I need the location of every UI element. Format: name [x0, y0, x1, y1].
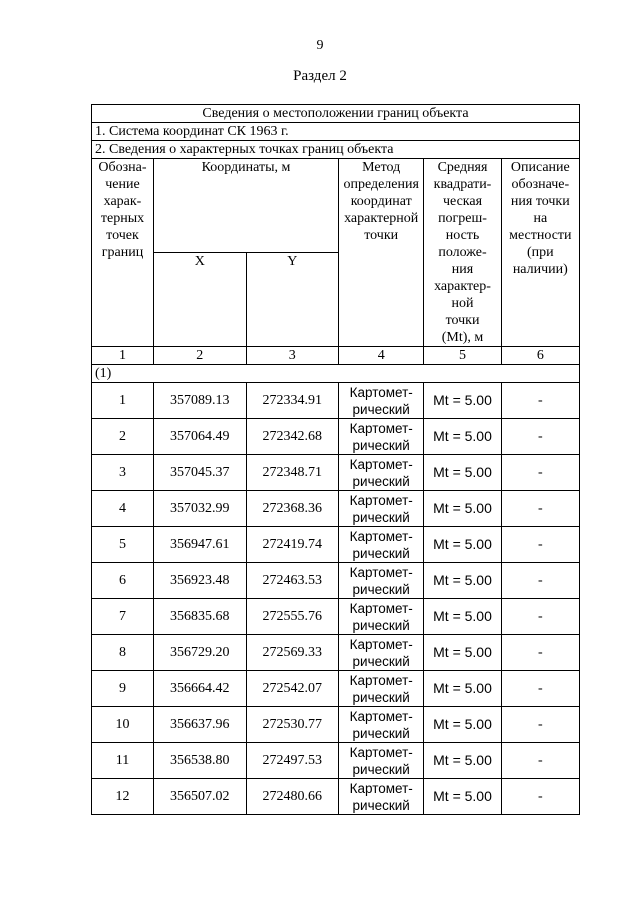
- x-coordinate-cell: 357032.99: [154, 491, 247, 527]
- method-cell: Картомет- рический: [339, 707, 424, 743]
- accuracy-cell: Mt = 5.00: [424, 563, 501, 599]
- method-cell: Картомет- рический: [339, 599, 424, 635]
- table-row: [92, 671, 580, 707]
- description-cell: -: [501, 779, 579, 815]
- point-number-cell: 4: [92, 491, 154, 527]
- column-number: 3: [246, 347, 339, 365]
- method-cell: Картомет- рический: [339, 743, 424, 779]
- method-cell: Картомет- рический: [339, 635, 424, 671]
- table-title: Сведения о местоположении границ объекта: [92, 105, 580, 123]
- x-coordinate-cell: 356507.02: [154, 779, 247, 815]
- table-row: [92, 743, 580, 779]
- accuracy-cell: Mt = 5.00: [424, 599, 501, 635]
- description-cell: -: [501, 563, 579, 599]
- accuracy-cell: Mt = 5.00: [424, 491, 501, 527]
- accuracy-cell: Mt = 5.00: [424, 707, 501, 743]
- accuracy-cell: Mt = 5.00: [424, 635, 501, 671]
- table-row: [92, 527, 580, 563]
- x-coordinate-cell: 356835.68: [154, 599, 247, 635]
- description-cell: -: [501, 527, 579, 563]
- description-cell: -: [501, 419, 579, 455]
- point-number-cell: 2: [92, 419, 154, 455]
- boundary-points-table: [91, 104, 580, 815]
- table-row: [92, 779, 580, 815]
- x-coordinate-cell: 357089.13: [154, 383, 247, 419]
- x-coordinate-cell: 357064.49: [154, 419, 247, 455]
- y-coordinate-cell: 272368.36: [246, 491, 339, 527]
- y-coordinate-cell: 272542.07: [246, 671, 339, 707]
- table-row: [92, 383, 580, 419]
- coordinate-system: 1. Система координат СК 1963 г.: [92, 123, 580, 141]
- point-number-cell: 11: [92, 743, 154, 779]
- accuracy-cell: Mt = 5.00: [424, 779, 501, 815]
- point-number-cell: 9: [92, 671, 154, 707]
- y-coordinate-cell: 272497.53: [246, 743, 339, 779]
- x-coordinate-cell: 357045.37: [154, 455, 247, 491]
- method-cell: Картомет- рический: [339, 455, 424, 491]
- description-cell: -: [501, 383, 579, 419]
- method-cell: Картомет- рический: [339, 419, 424, 455]
- description-cell: -: [501, 635, 579, 671]
- accuracy-cell: Mt = 5.00: [424, 419, 501, 455]
- accuracy-cell: Mt = 5.00: [424, 671, 501, 707]
- point-number-cell: 12: [92, 779, 154, 815]
- y-coordinate-cell: 272463.53: [246, 563, 339, 599]
- table-row: [92, 707, 580, 743]
- column-number: 1: [92, 347, 154, 365]
- y-coordinate-cell: 272419.74: [246, 527, 339, 563]
- point-number-cell: 3: [92, 455, 154, 491]
- point-number-cell: 8: [92, 635, 154, 671]
- method-cell: Картомет- рический: [339, 491, 424, 527]
- x-coordinate-cell: 356664.42: [154, 671, 247, 707]
- point-number-cell: 10: [92, 707, 154, 743]
- x-coordinate-cell: 356637.96: [154, 707, 247, 743]
- x-coordinate-cell: 356729.20: [154, 635, 247, 671]
- x-coordinate-cell: 356538.80: [154, 743, 247, 779]
- table-row: [92, 455, 580, 491]
- y-coordinate-cell: 272348.71: [246, 455, 339, 491]
- points-heading: 2. Сведения о характерных точках границ объекта: [92, 141, 580, 159]
- point-number-cell: 6: [92, 563, 154, 599]
- y-coordinate-cell: 272334.91: [246, 383, 339, 419]
- point-number-cell: 1: [92, 383, 154, 419]
- section-title: Раздел 2: [293, 68, 347, 84]
- accuracy-cell: Mt = 5.00: [424, 383, 501, 419]
- x-coordinate-cell: 356923.48: [154, 563, 247, 599]
- table-row: [92, 635, 580, 671]
- header-description: Описание обозначе- ния точки на местности (при наличии): [501, 159, 579, 347]
- header-coordinates: Координаты, м: [154, 159, 339, 253]
- column-number: 4: [339, 347, 424, 365]
- table-row: [92, 419, 580, 455]
- y-coordinate-cell: 272530.77: [246, 707, 339, 743]
- description-cell: -: [501, 455, 579, 491]
- table-row: [92, 563, 580, 599]
- point-number-cell: 5: [92, 527, 154, 563]
- method-cell: Картомет- рический: [339, 527, 424, 563]
- method-cell: Картомет- рический: [339, 563, 424, 599]
- y-coordinate-cell: 272480.66: [246, 779, 339, 815]
- header-accuracy: Средняя квадрати- ческая погреш- ность положе- ния характер- ной точки (Mt), м: [424, 159, 501, 347]
- method-cell: Картомет- рический: [339, 383, 424, 419]
- point-number-cell: 7: [92, 599, 154, 635]
- header-y: Y: [246, 253, 339, 347]
- table-row: [92, 491, 580, 527]
- contour-label: (1): [92, 365, 580, 383]
- header-method: Метод определения координат характерной точки: [339, 159, 424, 347]
- header-designation: Обозна- чение харак- терных точек границ: [92, 159, 154, 347]
- page-number: 9: [316, 38, 324, 53]
- accuracy-cell: Mt = 5.00: [424, 455, 501, 491]
- y-coordinate-cell: 272555.76: [246, 599, 339, 635]
- description-cell: -: [501, 743, 579, 779]
- description-cell: -: [501, 491, 579, 527]
- table-row: [92, 599, 580, 635]
- x-coordinate-cell: 356947.61: [154, 527, 247, 563]
- accuracy-cell: Mt = 5.00: [424, 527, 501, 563]
- method-cell: Картомет- рический: [339, 779, 424, 815]
- y-coordinate-cell: 272342.68: [246, 419, 339, 455]
- column-number: 2: [154, 347, 247, 365]
- header-x: X: [154, 253, 247, 347]
- description-cell: -: [501, 599, 579, 635]
- description-cell: -: [501, 707, 579, 743]
- method-cell: Картомет- рический: [339, 671, 424, 707]
- y-coordinate-cell: 272569.33: [246, 635, 339, 671]
- column-number: 6: [501, 347, 579, 365]
- description-cell: -: [501, 671, 579, 707]
- accuracy-cell: Mt = 5.00: [424, 743, 501, 779]
- column-number: 5: [424, 347, 501, 365]
